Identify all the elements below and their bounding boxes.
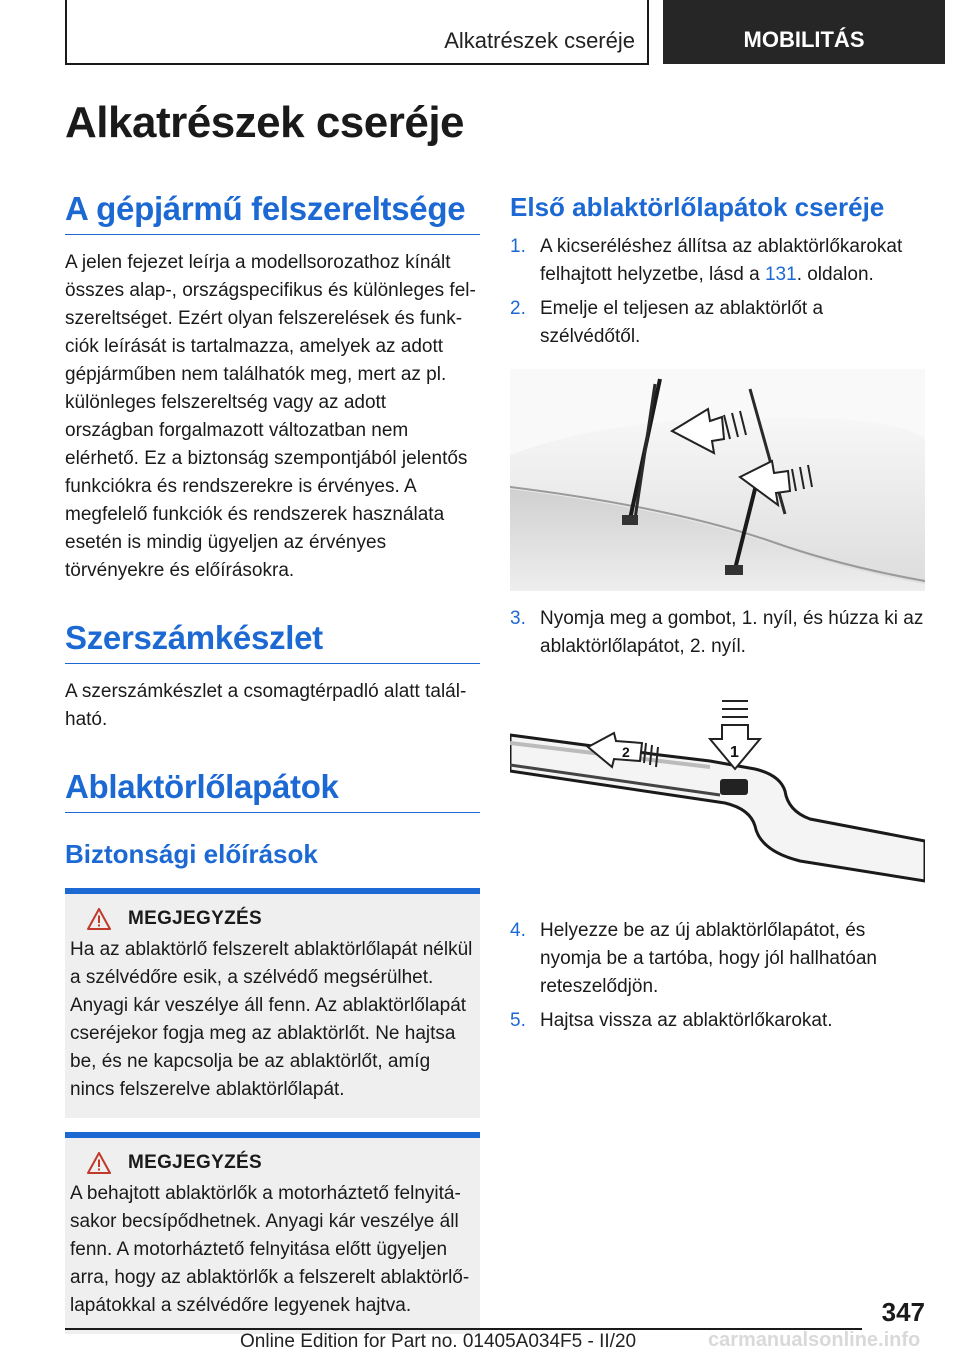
page-number: 347 xyxy=(881,1297,925,1327)
page-title: Alkatrészek cseréje xyxy=(65,98,465,147)
header-rule-bottom xyxy=(65,63,649,65)
warning-note-2 xyxy=(65,1132,480,1334)
steps-list-c xyxy=(510,917,925,1035)
heading-front-wiper-replace: Első ablaktörlőlapátok cseréje xyxy=(510,192,885,222)
step-3 xyxy=(510,605,925,661)
step-1-text xyxy=(540,233,925,289)
right-column xyxy=(510,190,925,1035)
step-2-text: Emelje el teljesen az ablaktörlőt a szélvédőtől. xyxy=(540,298,824,347)
steps-list-b xyxy=(510,605,925,661)
note-1-header xyxy=(87,908,475,930)
note-1-title: MEGJEGYZÉS xyxy=(128,908,262,929)
step-1-text-post: . oldalon. xyxy=(796,264,874,285)
step-4-number: 4. xyxy=(510,920,526,941)
step-1-number: 1. xyxy=(510,236,526,257)
step-4 xyxy=(510,917,925,1001)
header-rule-left xyxy=(65,0,67,64)
header-chapter-tab[interactable] xyxy=(663,0,945,64)
figure-windshield-wipers xyxy=(510,369,925,591)
heading-wiper-blades: Ablaktörlőlapátok xyxy=(65,768,480,813)
step-1 xyxy=(510,233,925,289)
note-2-title: MEGJEGYZÉS xyxy=(128,1152,262,1173)
header-section-title: Alkatrészek cseréje xyxy=(444,28,635,53)
page-link-131[interactable]: 131 xyxy=(764,264,797,285)
step-4-text: Helyezze be az új ablaktörlőlapátot, és nyomja be a tartóba, hogy jól hallhatóan reteszelődjön. xyxy=(540,920,877,997)
arrow-1-label: 1 xyxy=(730,744,739,761)
left-column xyxy=(65,190,480,1334)
step-5-text: Hajtsa vissza az ablaktörlőkarokat. xyxy=(540,1010,833,1031)
steps-list-a xyxy=(510,233,925,351)
step-3-number: 3. xyxy=(510,608,526,629)
header-rule-mid xyxy=(647,0,649,64)
warning-triangle-icon xyxy=(87,1152,111,1174)
heading-toolkit: Szerszámkészlet xyxy=(65,619,480,664)
figure-wiper-blade-release xyxy=(510,691,925,901)
step-2-number: 2. xyxy=(510,298,526,319)
heading-equipment: A gépjármű felszereltsége xyxy=(65,190,480,235)
warning-triangle-icon xyxy=(87,908,111,930)
equipment-text: A jelen fejezet leírja a modellsorozathoz kínált összes alap-, országspecifikus és különleges felszereltséget. Ezért olyan felszerelések és funkciók leírását is tartalmazza, amelyek az adott gépjárműben nem találhatók meg, mert az pl. különleges felszereltség vagy az adott országban forgalmazott változatban nem elérhető. Ez a biztonság szempontjából jelentős funkciókra és rendszerekre is érvényes. A megfelelő funkciók és rendszerek használata esetén is mindig ügyeljen az érvényes törvényekre és előírásokra. xyxy=(65,252,476,581)
note-1-text: Ha az ablaktörlő felszerelt ablaktörlőlapát nélkül a szélvédőre esik, a szélvédő megsérülhet. Anyagi kár veszélye áll fenn. Az ablaktörlőlapát cseréjekor fogja meg az ablaktörlőt. Ne hajtsa be, és ne kapcsolja be az ablaktörlőt, amíg nincs felszerelve ablaktörlőlapát. xyxy=(70,939,473,1100)
step-3-text: Nyomja meg a gombot, 1. nyíl, és húzza ki az ablaktörlőlapátot, 2. nyíl. xyxy=(540,608,924,657)
header-chapter-label: MOBILITÁS xyxy=(743,27,865,52)
step-1-text-pre: A kicseréléshez állítsa az ablaktörlőkarokat felhajtott helyzetbe, lásd a xyxy=(540,236,903,285)
toolkit-text: A szerszámkészlet a csomagtérpadló alatt található. xyxy=(65,681,467,730)
step-5 xyxy=(510,1007,925,1035)
note-2-text: A behajtott ablaktörlők a motorháztető felnyitásakor becsípődhetnek. Anyagi kár veszélye áll fenn. A motorháztető felnyitása előtt ügyeljen arra, hogy az ablaktörlők a felszerelt ablaktörlőlapátokkal a szélvédőre legyenek hajtva. xyxy=(70,1183,470,1316)
warning-note-1 xyxy=(65,888,480,1118)
footer-watermark: carmanualsonline.info xyxy=(708,1329,921,1351)
step-2 xyxy=(510,295,925,351)
heading-safety: Biztonsági előírások xyxy=(65,839,318,869)
note-2-header xyxy=(87,1152,475,1174)
step-5-number: 5. xyxy=(510,1010,526,1031)
arrow-2-label: 2 xyxy=(622,744,630,760)
footer-edition: Online Edition for Part no. 01405A034F5 - II/20 xyxy=(240,1331,637,1352)
